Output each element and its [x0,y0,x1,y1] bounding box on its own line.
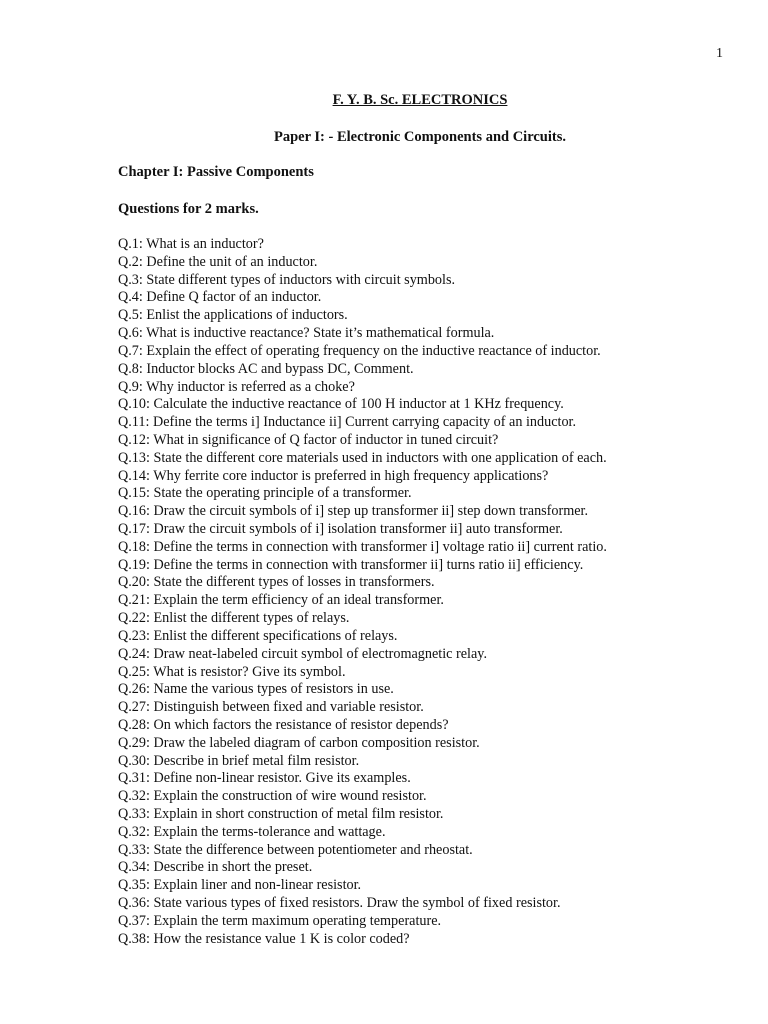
question-item: Q.11: Define the terms i] Inductance ii] Current carrying capacity of an inductor. [118,414,577,431]
document-title: F. Y. B. Sc. ELECTRONICS [332,92,508,108]
question-item: Q.20: State the different types of losses in transformers. [118,574,435,591]
question-item: Q.23: Enlist the different specifications of relays. [118,627,398,644]
question-item: Q.16: Draw the circuit symbols of i] step up transformer ii] step down transformer. [118,503,589,520]
question-item: Q.1: What is an inductor? [118,236,264,252]
question-item: Q.3: State different types of inductors with circuit symbols. [118,271,456,288]
question-item: Q.26: Name the various types of resistors in use. [118,681,394,698]
question-item: Q.5: Enlist the applications of inductors. [118,307,348,324]
question-item: Q.27: Distinguish between fixed and variable resistor. [118,699,424,716]
question-item: Q.24: Draw neat-labeled circuit symbol of electromagnetic relay. [118,645,487,662]
question-list [118,236,607,949]
question-item: Q.15: State the operating principle of a transformer. [118,485,412,502]
question-item: Q.13: State the different core materials used in inductors with one application of each. [118,449,607,466]
question-item: Q.37: Explain the term maximum operating temperature. [118,912,442,929]
question-item: Q.35: Explain liner and non-linear resistor. [118,877,362,894]
question-item: Q.18: Define the terms in connection with transformer i] voltage ratio ii] current ratio. [118,538,607,555]
question-item: Q.10: Calculate the inductive reactance of 100 H inductor at 1 KHz frequency. [118,396,564,413]
question-item: Q.14: Why ferrite core inductor is preferred in high frequency applications? [118,467,549,484]
question-item: Q.36: State various types of fixed resistors. Draw the symbol of fixed resistor. [118,895,561,912]
question-item: Q.31: Define non-linear resistor. Give its examples. [118,770,411,787]
question-item: Q.30: Describe in brief metal film resistor. [118,752,360,769]
question-item: Q.12: What in significance of Q factor of inductor in tuned circuit? [118,431,499,448]
question-item: Q.38: How the resistance value 1 K is color coded? [118,930,410,947]
question-item: Q.2: Define the unit of an inductor. [118,253,318,270]
question-item: Q.9: Why inductor is referred as a choke? [118,378,355,395]
page-number: 1 [716,46,723,61]
question-item: Q.28: On which factors the resistance of resistor depends? [118,716,449,733]
paper-title: Paper I: - Electronic Components and Circuits. [273,129,566,145]
question-item: Q.4: Define Q factor of an inductor. [118,289,322,306]
question-item: Q.33: Explain in short construction of metal film resistor. [118,806,444,822]
question-item: Q.6: What is inductive reactance? State it’s mathematical formula. [118,325,495,342]
question-item: Q.19: Define the terms in connection with transformer ii] turns ratio ii] efficiency. [118,556,584,573]
question-item: Q.21: Explain the term efficiency of an ideal transformer. [118,592,444,609]
section-heading: Questions for 2 marks. [118,201,259,217]
question-item: Q.7: Explain the effect of operating frequency on the inductive reactance of inductor. [118,342,601,359]
question-item: Q.34: Describe in short the preset. [118,859,313,876]
question-item: Q.33: State the difference between potentiometer and rheostat. [118,841,473,858]
question-item: Q.8: Inductor blocks AC and bypass DC, Comment. [118,360,414,377]
question-item: Q.17: Draw the circuit symbols of i] isolation transformer ii] auto transformer. [118,521,563,537]
question-item: Q.22: Enlist the different types of relays. [118,610,350,627]
chapter-heading: Chapter I: Passive Components [118,164,314,180]
question-item: Q.32: Explain the construction of wire wound resistor. [118,788,427,805]
question-item: Q.29: Draw the labeled diagram of carbon composition resistor. [118,734,480,751]
question-item: Q.32: Explain the terms-tolerance and wattage. [118,823,386,840]
question-item: Q.25: What is resistor? Give its symbol. [118,663,346,680]
